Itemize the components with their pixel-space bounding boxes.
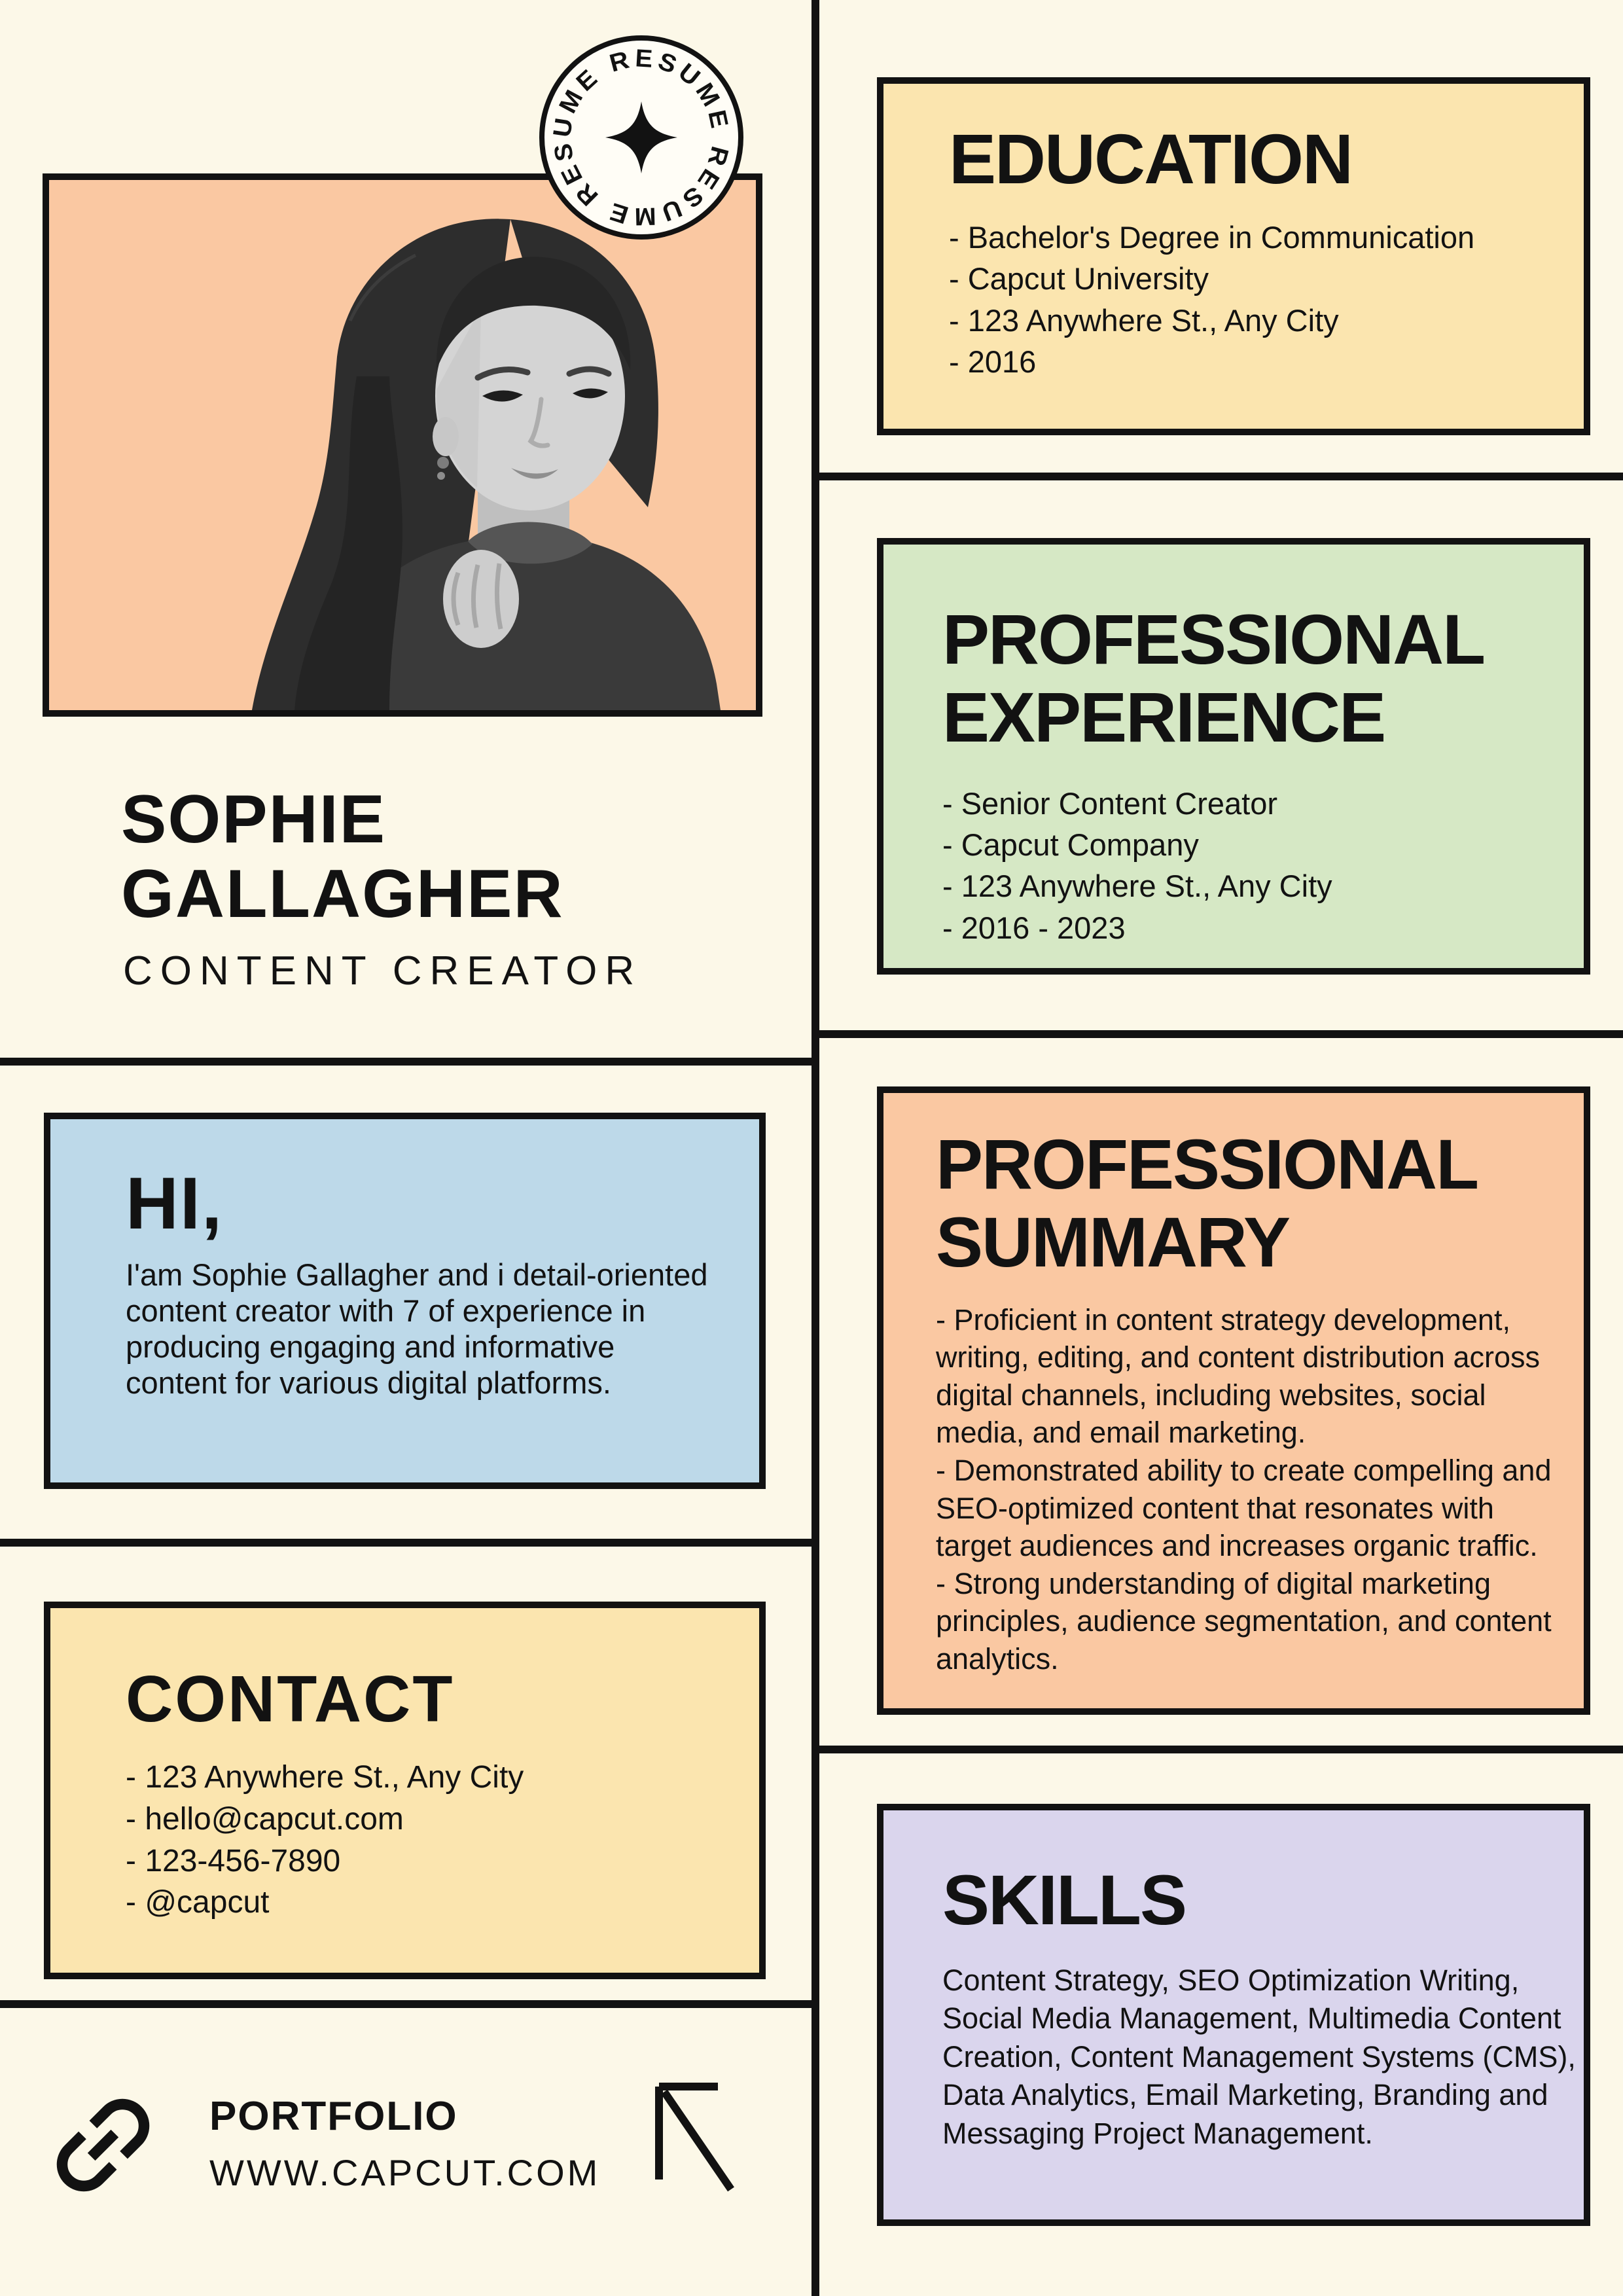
link-icon	[49, 2091, 157, 2199]
divider-right-1	[812, 473, 1623, 480]
list-item: - 2016	[949, 344, 1037, 380]
summary-heading-line2: SUMMARY	[936, 1202, 1289, 1282]
portfolio-url: WWW.CAPCUT.COM	[209, 2152, 601, 2193]
summary-heading	[936, 1126, 1564, 1282]
education-box	[877, 77, 1590, 435]
summary-list	[936, 1301, 1569, 1678]
list-item: - @capcut	[126, 1885, 270, 1920]
experience-heading-line1: PROFESSIONAL	[942, 600, 1485, 679]
experience-heading	[942, 601, 1564, 757]
education-heading: EDUCATION	[949, 119, 1352, 198]
education-list	[949, 217, 1564, 383]
list-item: - 123-456-7890	[126, 1843, 341, 1878]
experience-box	[877, 538, 1590, 975]
list-item: - 123 Anywhere St., Any City	[949, 302, 1339, 338]
arrow-up-left-icon	[651, 2080, 736, 2195]
portfolio-block	[209, 2093, 600, 2194]
list-item: - Strong understanding of digital marketing principles, audience segmentation, and content analytics.	[936, 1566, 1560, 1676]
list-item: - Bachelor's Degree in Communication	[949, 219, 1475, 255]
portrait-photo	[49, 180, 756, 710]
list-item: - Capcut University	[949, 261, 1209, 296]
intro-heading: HI,	[126, 1162, 224, 1244]
divider-right-3	[812, 1746, 1623, 1753]
contact-list	[126, 1757, 740, 1924]
divider-left-2	[0, 1539, 819, 1547]
summary-box	[877, 1086, 1590, 1715]
badge-circular-text: RESUME RESUME RESUME	[548, 45, 734, 230]
experience-heading-line2: EXPERIENCE	[942, 677, 1385, 757]
divider-right-2	[812, 1030, 1623, 1038]
person-name-line2: GALLAGHER	[121, 856, 564, 933]
list-item: - 123 Anywhere St., Any City	[942, 869, 1332, 904]
vertical-divider	[812, 0, 819, 2296]
skills-text: Content Strategy, SEO Optimization Writing, Social Media Management, Multimedia Content Creation, Content Management Systems (CMS), Data Analytics, Email Marketing, Branding and Messaging Project Management.	[942, 1963, 1584, 2150]
portfolio-heading: PORTFOLIO	[209, 2094, 458, 2139]
contact-box	[44, 1602, 766, 1979]
photo-frame	[43, 173, 762, 717]
list-item: - 2016 - 2023	[942, 910, 1126, 945]
contact-heading: CONTACT	[126, 1662, 455, 1736]
person-role: CONTENT CREATOR	[123, 948, 643, 994]
intro-box	[44, 1113, 766, 1489]
list-item: - Senior Content Creator	[942, 785, 1278, 821]
list-item: - Demonstrated ability to create compelling and SEO-optimized content that resonates with target audiences and increases organic traffic.	[936, 1453, 1560, 1563]
skills-box	[877, 1804, 1590, 2226]
intro-text: I'am Sophie Gallagher and i detail-oriented content creator with 7 of experience in producing engaging and informative content for various digital platforms.	[126, 1257, 717, 1400]
divider-left-1	[0, 1058, 819, 1066]
person-name	[121, 782, 564, 932]
person-name-line1: SOPHIE	[121, 781, 386, 857]
experience-list	[942, 783, 1564, 949]
list-item: - Capcut Company	[942, 827, 1199, 863]
summary-heading-line1: PROFESSIONAL	[936, 1124, 1478, 1204]
list-item: - Proficient in content strategy development, writing, editing, and content distribution across digital channels, including websites, social media, and email marketing.	[936, 1302, 1548, 1450]
list-item: - hello@capcut.com	[126, 1801, 404, 1837]
skills-heading: SKILLS	[942, 1860, 1186, 1939]
divider-left-3	[0, 2000, 819, 2008]
resume-badge	[537, 33, 746, 242]
list-item: - 123 Anywhere St., Any City	[126, 1760, 524, 1795]
